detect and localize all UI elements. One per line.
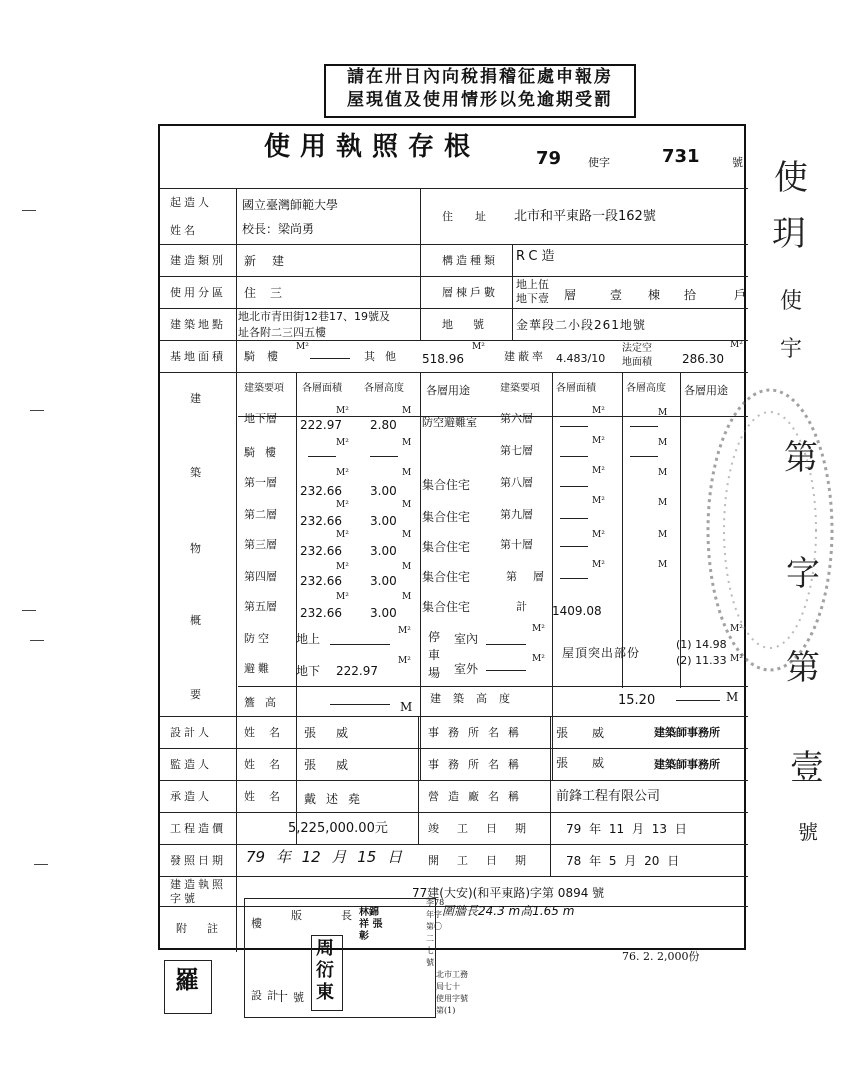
side-label-3: 物: [190, 542, 204, 555]
building-height-unit: M: [726, 690, 739, 704]
floor-name: 第一層: [244, 476, 277, 489]
col-use: 各層用途: [426, 384, 470, 397]
cost-label: 工程造價: [170, 822, 226, 835]
eave-unit: M: [400, 700, 413, 714]
finish-date: 79 年 11 月 13 日: [566, 822, 687, 836]
zoning-label: 使用分區: [170, 286, 226, 299]
contractor-name: 戴述堯: [304, 792, 371, 806]
floor-use: 集合住宅: [422, 540, 471, 554]
floor-name: 騎樓: [244, 446, 286, 459]
supervisor-office: 張威: [556, 756, 629, 770]
stamp-col: 計: [267, 989, 278, 1002]
shelter-below: 地下: [296, 664, 321, 678]
other-value: 518.96: [422, 352, 464, 366]
unit-m2: M²: [336, 468, 349, 478]
stamp-col: 樓: [251, 917, 262, 930]
side-label-5: 要: [190, 688, 204, 701]
roof-value-1: (1) 14.98: [676, 638, 727, 651]
print-info: 76. 2. 2,000份: [622, 950, 700, 963]
floor-use: 集合住宅: [422, 478, 471, 492]
building-count: 壹: [610, 288, 623, 302]
unit-m: M: [658, 560, 668, 570]
start-date: 78 年 5 月 20 日: [566, 854, 680, 868]
unit-m: M: [402, 562, 412, 572]
unit-m: M: [402, 530, 412, 540]
col-item: 建築要項: [244, 383, 284, 394]
floor-area: 232.66: [300, 606, 342, 620]
unit-m2: M²: [592, 496, 605, 506]
builder-label: 起造人: [170, 196, 212, 209]
margin-char: 第: [784, 438, 818, 478]
parking-inside-unit: M²: [532, 624, 545, 634]
stamp-col: 號: [293, 991, 304, 1004]
floors-unit: 層: [564, 288, 577, 302]
col-area: 各層面積: [302, 383, 342, 394]
margin-char: 字: [786, 554, 820, 594]
parking-inside: 室內: [454, 632, 479, 646]
location-line1: 地北市青田街12巷17、19號及: [238, 310, 390, 323]
floors-label: 層棟戶數: [442, 286, 498, 299]
shelter-above-unit: M²: [398, 626, 411, 636]
name-seal: [311, 935, 343, 1011]
col-height: 各層高度: [364, 383, 404, 394]
designer-office: 張威: [556, 726, 629, 740]
designer-label: 設計人: [170, 726, 212, 739]
floor-name-right: 第層: [506, 570, 560, 583]
stamp-col: 設: [251, 989, 262, 1002]
build-type-label: 建造類別: [170, 254, 226, 267]
builder-name-label: 姓名: [170, 224, 198, 237]
other-label: 其他: [364, 350, 406, 363]
floor-height: 2.80: [370, 418, 397, 432]
form-title: 使用執照存根: [264, 132, 481, 162]
floors-below: 地下壹: [516, 292, 549, 305]
unit-m2: M²: [336, 438, 349, 448]
floor-area: 232.66: [300, 514, 342, 528]
household-unit: 戶: [734, 288, 747, 302]
floor-name: 地下層: [244, 412, 277, 425]
supervisor-name: 張威: [304, 758, 369, 772]
small-print: 年字: [426, 910, 442, 919]
builder-name: 國立臺灣師範大學: [242, 198, 339, 212]
tax-notice: [324, 64, 636, 118]
supervisor-firm: 建築師事務所: [654, 758, 720, 771]
shelter-label-1: 防空: [244, 632, 272, 645]
faded-stamp-icon: [700, 380, 840, 680]
permit-suffix: 號: [732, 156, 743, 169]
parking-label-3: 場: [428, 666, 441, 680]
structure-value: RC造: [516, 249, 559, 264]
small-print: 號: [426, 958, 434, 967]
floor-height: 3.00: [370, 514, 397, 528]
contractor-company-label: 營造廠名稱: [428, 790, 528, 803]
household-count: 拾: [684, 288, 697, 302]
floor-height: 3.00: [370, 544, 397, 558]
permit-ref-value: 77建(大安)(和平東路)字第 0894 號: [412, 886, 605, 900]
designer-name-label: 姓名: [244, 726, 294, 739]
contractor-company: 前鋒工程有限公司: [556, 789, 661, 804]
margin-char: 使: [780, 289, 803, 314]
issue-date-label: 發照日期: [170, 854, 226, 867]
floors-above: 地上伍: [516, 278, 549, 291]
roof-value-2: (2) 11.33: [676, 654, 727, 667]
floor-name-right: 計: [516, 600, 527, 613]
unit-m2: M²: [336, 562, 349, 572]
roof-unit-2: M²: [730, 654, 743, 664]
right-print: 第(1): [436, 1006, 456, 1015]
build-type-value: 新建: [244, 254, 301, 268]
finish-date-label: 竣工日期: [428, 822, 544, 835]
floor-use: 集合住宅: [422, 570, 471, 584]
open-space-unit: M²: [730, 340, 743, 350]
parking-outside-unit: M²: [532, 654, 545, 664]
unit-m: M: [658, 530, 668, 540]
structure-label: 構造種類: [442, 254, 498, 267]
building-unit: 棟: [648, 288, 661, 302]
right-print: 局七十: [436, 982, 460, 991]
floor-use: 集合住宅: [422, 600, 471, 614]
side-label-4: 概: [190, 614, 204, 627]
contractor-name-label: 姓名: [244, 790, 294, 803]
supervisor-office-label: 事務所名稱: [428, 758, 528, 771]
floor-name-right: 第十層: [500, 538, 533, 551]
small-print: 二: [426, 934, 434, 943]
open-space-label-2: 地面積: [622, 357, 652, 368]
supervisor-name-label: 姓名: [244, 758, 294, 771]
floor-name: 第三層: [244, 538, 277, 551]
floor-area: 232.66: [300, 544, 342, 558]
unit-m2: M²: [592, 530, 605, 540]
floor-area: 232.66: [300, 574, 342, 588]
small-print: 第〇: [426, 922, 442, 931]
floor-area: 222.97: [300, 418, 342, 432]
floor-area: 232.66: [300, 484, 342, 498]
designer-firm: 建築師事務所: [654, 726, 720, 739]
parking-label-2: 車: [428, 648, 441, 662]
unit-m2: M²: [336, 592, 349, 602]
col-height-right: 各層高度: [626, 383, 666, 394]
coverage-value: 4.483/10: [556, 352, 606, 365]
right-print: 北市工務: [436, 970, 468, 979]
cost-value: 5,225,000.00元: [288, 821, 388, 836]
other-unit: M²: [472, 342, 485, 352]
unit-m2: M²: [336, 500, 349, 510]
roof-unit-1: M²: [730, 624, 743, 634]
side-label-1: 建: [190, 392, 204, 405]
secondary-seal: 林錦祥 張彰: [359, 907, 383, 942]
floor-height: 3.00: [370, 574, 397, 588]
left-seal: [164, 960, 212, 1014]
col-area-right: 各層面積: [556, 383, 596, 394]
permit-form: [158, 124, 746, 950]
floor-height: 3.00: [370, 484, 397, 498]
location-line2: 址各附二三四五樓: [238, 326, 326, 339]
start-date-label: 開工日期: [428, 854, 544, 867]
unit-m: M: [658, 408, 668, 418]
unit-m: M: [402, 468, 412, 478]
permit-year: 79: [536, 148, 562, 169]
lot-value: 金華段二小段261地號: [516, 318, 646, 332]
unit-m2: M²: [336, 406, 349, 416]
floor-use: 集合住宅: [422, 510, 471, 524]
unit-m: M: [402, 438, 412, 448]
floor-name-right: 第八層: [500, 476, 533, 489]
notes-label: 附註: [176, 922, 238, 935]
small-print: 七一: [426, 946, 442, 955]
margin-char: 壹: [790, 748, 824, 788]
margin-char: 第: [786, 648, 820, 688]
shelter-below-value: 222.97: [336, 664, 378, 678]
unit-m: M: [402, 406, 412, 416]
left-seal-text: 羅: [175, 965, 199, 994]
small-print: 李78: [426, 898, 445, 907]
permit-ref-label-2: 字號: [170, 892, 198, 905]
wall-note: 圍牆長24.3 m高1.65 m: [442, 904, 575, 918]
total-area: 1409.08: [552, 604, 602, 618]
floor-name: 第五層: [244, 600, 277, 613]
unit-m2: M²: [592, 466, 605, 476]
shelter-label-2: 避難: [244, 662, 272, 675]
stamp-area: [244, 898, 436, 1018]
floor-name: 第二層: [244, 508, 277, 521]
location-label: 建築地點: [170, 318, 226, 331]
address-label: 住址: [442, 210, 508, 223]
floor-use: 防空避難室: [422, 416, 477, 429]
floor-name-right: 第九層: [500, 508, 533, 521]
contractor-label: 承造人: [170, 790, 212, 803]
unit-m2: M²: [592, 560, 605, 570]
roof-label: 屋頂突出部份: [562, 646, 641, 660]
site-area-label: 基地面積: [170, 350, 226, 363]
zoning-value: 住三: [244, 286, 297, 300]
floor-height: 3.00: [370, 606, 397, 620]
shelter-above: 地上: [296, 632, 321, 646]
designer-name: 張威: [304, 726, 369, 740]
stamp-col: 長: [341, 909, 352, 922]
col-item-right: 建築要項: [500, 383, 540, 394]
parking-label-1: 停: [428, 630, 441, 644]
unit-m2: M²: [336, 530, 349, 540]
permit-type: 使字: [588, 156, 610, 169]
col-use-right: 各層用途: [684, 384, 728, 397]
margin-char: 號: [798, 820, 818, 844]
supervisor-label: 監造人: [170, 758, 212, 771]
seal-name: 周衍東: [316, 938, 334, 1003]
margin-char: 宇: [780, 337, 803, 362]
permit-ref-label-1: 建造執照: [170, 878, 226, 891]
unit-m2: M²: [592, 406, 605, 416]
floor-name-right: 第七層: [500, 444, 533, 457]
parking-outside: 室外: [454, 662, 479, 676]
permit-number: 731: [662, 146, 700, 167]
coverage-label: 建蔽率: [504, 350, 546, 363]
building-height-label: 建築高度: [430, 692, 522, 705]
issue-date: 79 年 12 月 15 日: [246, 848, 403, 866]
shelter-below-unit: M²: [398, 656, 411, 666]
arcade-unit: M²: [296, 342, 309, 352]
arcade-label: 騎樓: [244, 350, 290, 363]
side-label-2: 築: [190, 466, 204, 479]
tax-notice-line2: 屋現值及使用情形以免逾期受罰: [347, 90, 613, 110]
designer-office-label: 事務所名稱: [428, 726, 528, 739]
address-value: 北市和平東路一段162號: [514, 209, 656, 224]
unit-m: M: [658, 498, 668, 508]
open-space-value: 286.30: [682, 352, 724, 366]
stamp-col: 十: [275, 990, 289, 1005]
unit-m: M: [658, 438, 668, 448]
unit-m: M: [402, 500, 412, 510]
unit-m: M: [658, 468, 668, 478]
margin-char: 使: [774, 158, 808, 198]
eave-label: 簷高: [244, 696, 286, 709]
unit-m2: M²: [592, 436, 605, 446]
stamp-col: 版: [291, 909, 302, 922]
builder-head: 校長：梁尚勇: [242, 222, 315, 236]
right-print: 使用字號: [436, 994, 468, 1003]
floor-name: 第四層: [244, 570, 277, 583]
floor-name-right: 第六層: [500, 412, 533, 425]
lot-label: 地號: [442, 318, 504, 331]
open-space-label-1: 法定空: [622, 343, 652, 354]
margin-char: 玥: [772, 214, 806, 254]
building-height-value: 15.20: [618, 693, 656, 708]
unit-m: M: [402, 592, 412, 602]
tax-notice-line1: 請在卅日內向稅捐稽征處申報房: [347, 67, 613, 87]
